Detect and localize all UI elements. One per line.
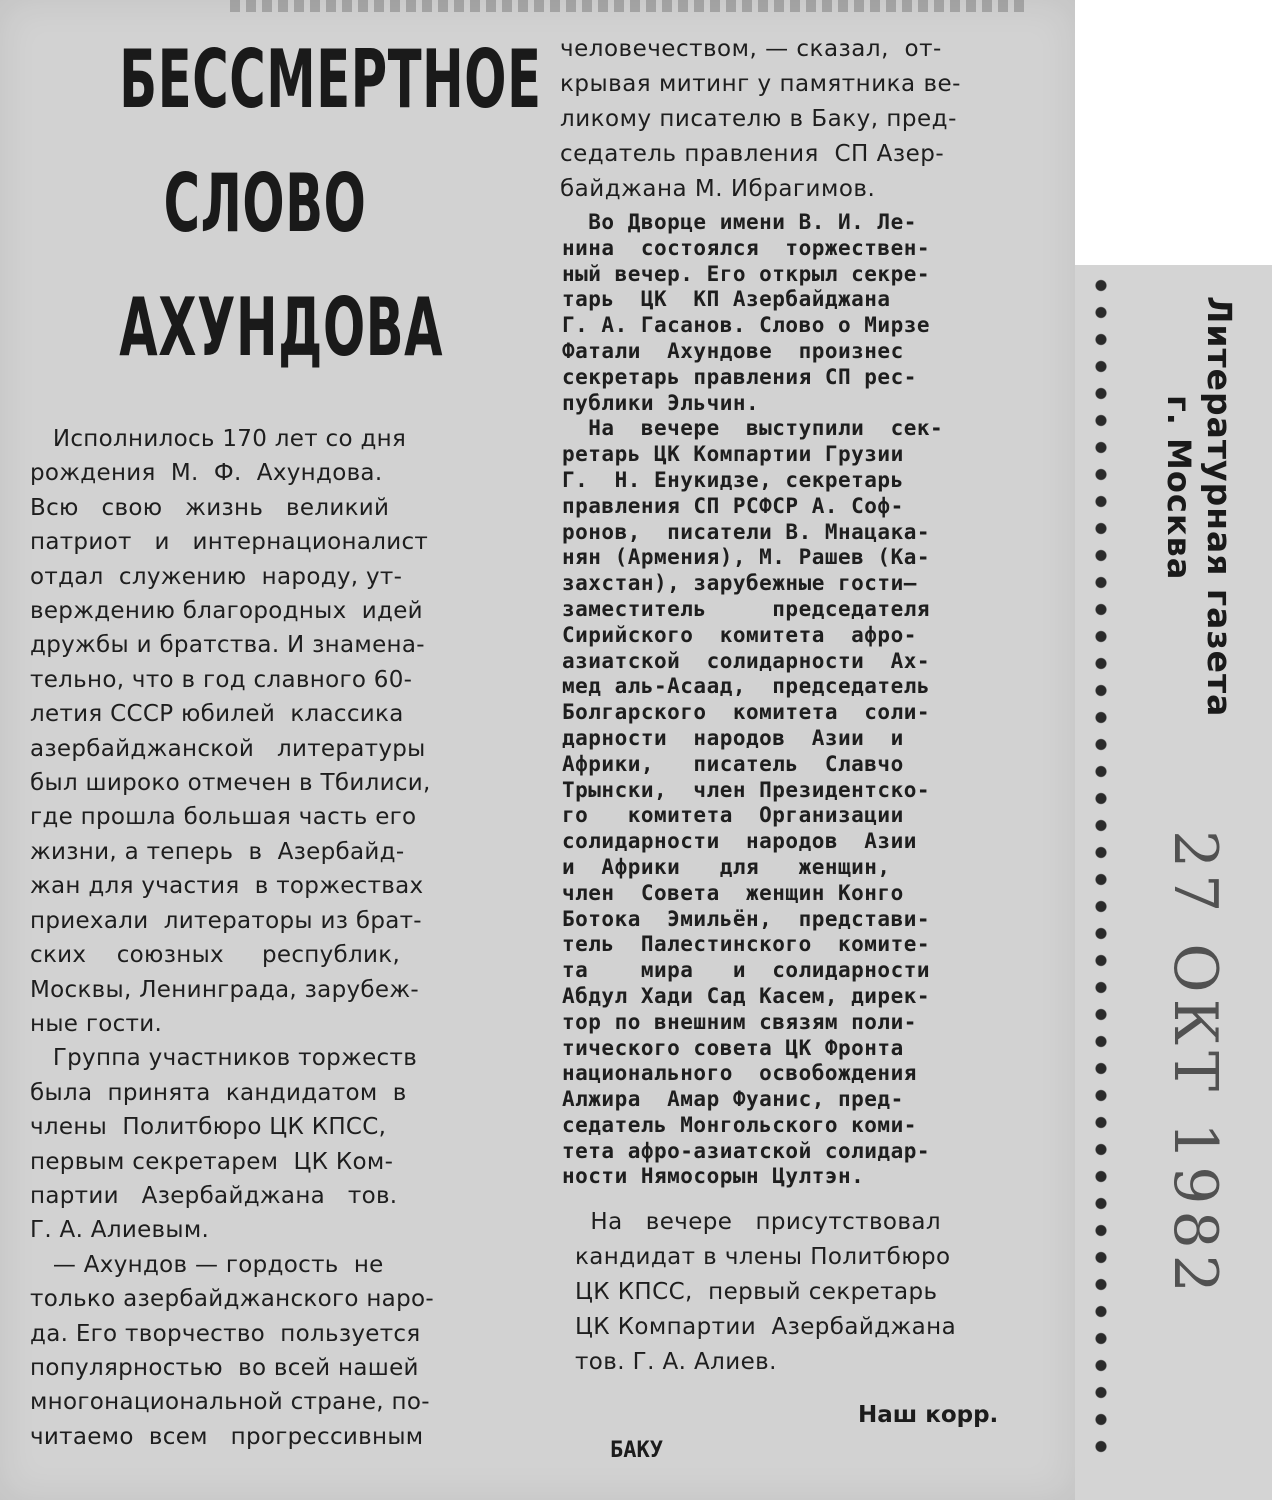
text-line: азербайджанской литературы — [30, 735, 426, 762]
text-line: Г. Н. Енукидзе, секретарь — [562, 467, 904, 492]
text-line: Всю свою жизнь великий — [30, 494, 390, 521]
text-line: седатель Монгольского коми- — [562, 1112, 917, 1137]
text-line: Трынски, член Президентско- — [562, 777, 931, 802]
text-line: Сирийского комитета афро- — [562, 622, 917, 647]
text-line: Во Дворце имени В. И. Ле- — [562, 210, 917, 234]
text-line: тель Палестинского комите- — [562, 932, 931, 957]
text-line: тарь ЦК КП Азербайджана — [562, 287, 891, 312]
headline-line-3: АХУНДОВА — [119, 281, 444, 374]
article-column-1 — [30, 422, 520, 1454]
text-line: национального освобождения — [562, 1061, 917, 1086]
text-line: ЦК Компартии Азербайджана — [575, 1314, 957, 1340]
text-line: публики Эльчин. — [562, 390, 760, 415]
headline-line-2: СЛОВО — [163, 157, 367, 250]
text-line: читаемо всем прогрессивным — [30, 1423, 424, 1450]
date-stamp: 27 ОКТ 1982 — [1160, 830, 1230, 1299]
text-line: жизни, а теперь в Азербайд- — [30, 838, 405, 865]
text-line: была принята кандидатом в — [30, 1079, 407, 1106]
text-line: заместитель председателя — [562, 596, 931, 621]
text-line: солидарности народов Азии — [562, 829, 917, 854]
text-line: тета афро-азиатской солидар- — [562, 1138, 931, 1163]
headline — [30, 33, 542, 374]
newspaper-name: Литературная газета — [1200, 296, 1239, 718]
text-line: члены Политбюро ЦК КПСС, — [30, 1114, 387, 1141]
text-line: байджана М. Ибрагимов. — [560, 176, 876, 202]
text-line: летия СССР юбилей классика — [30, 701, 404, 728]
text-line: кандидат в члены Политбюро — [575, 1244, 951, 1270]
author-signature: Наш корр. — [858, 1402, 999, 1428]
text-line: Ботока Эмильён, представи- — [562, 906, 931, 931]
perforation-edge — [1090, 272, 1112, 1462]
text-line: — Ахундов — гордость не — [30, 1251, 384, 1278]
text-line: был широко отмечен в Тбилиси, — [30, 770, 431, 797]
text-line: Фатали Ахундове произнес — [562, 338, 904, 363]
text-line: Абдул Хади Сад Касем, дирек- — [562, 983, 931, 1008]
text-line: На вечере присутствовал — [575, 1209, 941, 1235]
headline-line-1: БЕССМЕРТНОЕ — [119, 33, 542, 126]
text-line: ских союзных республик, — [30, 942, 401, 969]
text-line: тор по внешним связям поли- — [562, 1009, 917, 1034]
text-line: правления СП РСФСР А. Соф- — [562, 493, 904, 518]
text-line: только азербайджанского наро- — [30, 1286, 434, 1313]
text-line: Москвы, Ленинграда, зарубеж- — [30, 976, 419, 1003]
text-line: ный вечер. Его открыл секре- — [562, 261, 931, 286]
text-line: азиатской солидарности Ах- — [562, 648, 931, 673]
article-column-2-intro — [560, 32, 1050, 207]
text-line: захстан), зарубежные гости— — [562, 571, 917, 596]
text-line: дарности народов Азии и — [562, 725, 904, 750]
text-line: мед аль-Асаад, председатель — [562, 674, 931, 699]
text-line: патриот и интернационалист — [30, 529, 429, 556]
text-line: где прошла большая часть его — [30, 804, 417, 831]
text-line: крывая митинг у памятника ве- — [560, 71, 961, 97]
text-line: рождения М. Ф. Ахундова. — [30, 460, 383, 487]
text-line: Группа участников торжеств — [30, 1045, 418, 1072]
text-line: верждению благородных идей — [30, 598, 423, 625]
text-line: популярностью во всей нашей — [30, 1354, 419, 1381]
text-line: ретарь ЦК Компартии Грузии — [562, 442, 904, 467]
text-line: первым секретарем ЦК Ком- — [30, 1148, 394, 1175]
text-line: партии Азербайджана тов. — [30, 1182, 398, 1209]
text-line: ЦК КПСС, первый секретарь — [575, 1279, 938, 1305]
text-line: человечеством, — сказал, от- — [560, 36, 942, 62]
text-line: Алжира Амар Фуанис, пред- — [562, 1087, 904, 1112]
text-line: ности Нямосорын Цултэн. — [562, 1164, 865, 1189]
text-line: го комитета Организации — [562, 803, 904, 828]
text-line: многонациональной стране, по- — [30, 1389, 430, 1416]
text-line: ные гости. — [30, 1010, 163, 1037]
text-line: жан для участия в торжествах — [30, 873, 424, 900]
text-line: тов. Г. А. Алиев. — [575, 1349, 777, 1375]
text-line: тического совета ЦК Фронта — [562, 1035, 904, 1060]
newspaper-city: г. Москва — [1160, 395, 1198, 581]
text-line: отдал служению народу, ут- — [30, 563, 403, 590]
text-line: член Совета женщин Конго — [562, 880, 904, 905]
text-line: Исполнилось 170 лет со дня — [30, 426, 407, 452]
torn-top-edge — [230, 0, 1030, 12]
text-line: Болгарского комитета соли- — [562, 700, 931, 725]
text-line: тельно, что в год славного 60- — [30, 666, 413, 693]
text-line: секретарь правления СП рес- — [562, 364, 917, 389]
text-line: Г. А. Алиевым. — [30, 1217, 210, 1244]
text-line: седатель правления СП Азер- — [560, 141, 945, 167]
text-line: та мира и солидарности — [562, 958, 931, 983]
dateline: БАКУ — [610, 1438, 663, 1463]
text-line: дружбы и братства. И знамена- — [30, 632, 425, 659]
text-line: На вечере выступили сек- — [562, 416, 944, 441]
text-line: и Африки для женщин, — [562, 854, 891, 879]
text-line: Г. А. Гасанов. Слово о Мирзе — [562, 313, 931, 338]
article-column-2-final — [575, 1205, 1065, 1380]
text-line: нян (Армения), М. Рашев (Ка- — [562, 545, 931, 570]
text-line: нина состоялся торжествен- — [562, 235, 931, 260]
article-column-2-main — [562, 210, 1052, 1190]
text-line: Африки, писатель Славчо — [562, 751, 904, 776]
text-line: да. Его творчество пользуется — [30, 1320, 421, 1347]
text-line: приехали литераторы из брат- — [30, 907, 422, 934]
text-line: ронов, писатели В. Мнацака- — [562, 519, 931, 544]
text-line: ликому писателю в Баку, пред- — [560, 106, 957, 132]
